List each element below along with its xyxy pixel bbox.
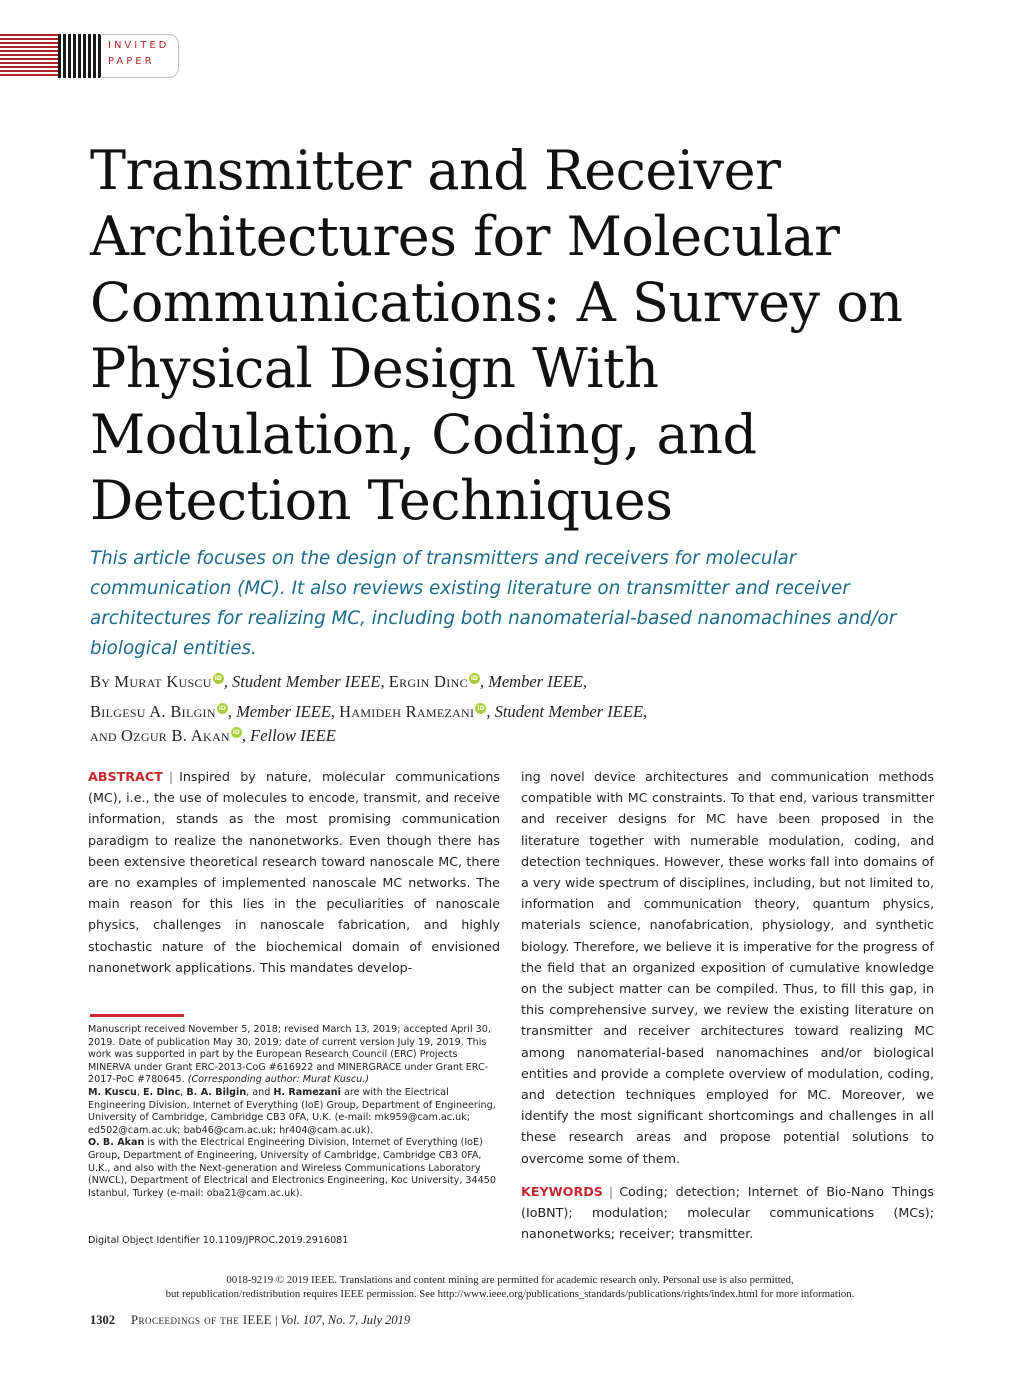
abstract-label: ABSTRACT xyxy=(88,769,163,784)
footer-separator: | xyxy=(275,1313,278,1327)
abstract-text-right: ing novel device architectures and communication methods compatible with MC constraints. To that end, various transmitter and receiver designs for MC have been proposed in the literature together with numerable modulation, coding, and detection techniques. However, these works fall into domains of a very wide spectrum of disciplines, including, but not limited to, information and communication theory, quantum physics, materials science, nanofabrication, physiology, and synthetic biology. Therefore, we believe it is imperative for the progress of the field that an organized exposition of cumulative knowledge on the subject matter can be compiled. Thus, to fill this gap, in this comprehensive survey, we review the existing literature on transmitter and receiver architectures toward realizing MC among nanomaterial-based nanomachines and/or biological entities and provide a complete overview of modulation, coding, and detection techniques employed for MC. Moreover, we identify the most significant shortcomings and challenges in all these research areas and propose potential solutions to overcome some of them. xyxy=(521,769,934,1166)
keywords-label: KEYWORDS xyxy=(521,1183,603,1199)
orcid-icon[interactable]: iD xyxy=(470,675,478,682)
author-role: , Fellow IEEE xyxy=(241,726,336,745)
keywords-text: Coding; detection; Internet of Bio-Nano Things (IoBNT); modulation; molecular communications (MCs); nanonetworks; receiver; transmitter. xyxy=(521,1183,934,1242)
header-bars xyxy=(58,34,102,78)
corresponding-author: (Corresponding author: Murat Kuscu.) xyxy=(187,1074,369,1086)
footnote-text: , and xyxy=(246,1086,274,1098)
abstract-separator: | xyxy=(168,769,174,784)
author-role: , Member IEEE xyxy=(227,702,331,721)
manuscript-footnote xyxy=(88,1024,500,1200)
footnote-text: , xyxy=(180,1086,187,1098)
author-role: , Member IEEE, xyxy=(479,672,588,691)
copyright-notice xyxy=(0,1273,1020,1301)
issue-info: Vol. 107, No. 7, July 2019 xyxy=(280,1313,411,1327)
copyright-line-1: 0018-9219 © 2019 IEEE. Translations and content mining are permitted for academic research only. Personal use is also permitted, xyxy=(226,1274,794,1286)
doi[interactable]: Digital Object Identifier 10.1109/JPROC.2019.2916081 xyxy=(88,1235,349,1246)
author-name[interactable]: Murat Kuscu xyxy=(114,672,212,691)
abstract-left-column xyxy=(88,766,500,978)
page-number: 1302 xyxy=(90,1313,115,1327)
and-label: and xyxy=(90,726,117,745)
badge-line2: PAPER xyxy=(108,56,155,67)
paper-title: Transmitter and Receiver Architectures for Molecular Communications: A Survey on Physical Design With Modulation, Coding, and Detection Techniques xyxy=(90,139,903,532)
author-name[interactable]: Hamideh Ramezani xyxy=(339,702,475,721)
abstract-right-column xyxy=(521,766,934,1244)
author-role: , Student Member IEEE xyxy=(223,672,381,691)
footnote-author: B. A. Bilgin xyxy=(186,1086,247,1098)
footnote-affiliation: is with the Electrical Engineering Division, Internet of Everything (IoE) Group, Department of Engineering, University of Cambridge, Cambridge CB3 0FA, U.K., and also with the Next-generation and Wireless Communications Laboratory (NWCL), Department of Electrical and Electronics Engineering, Koc University, 34450 Istanbul, Turkey (e-mail: oba21@cam.ac.uk). xyxy=(88,1137,496,1199)
orcid-icon[interactable]: iD xyxy=(232,729,240,736)
footnote-author: M. Kuscu xyxy=(88,1086,137,1098)
orcid-icon[interactable]: iD xyxy=(218,705,226,712)
orcid-icon[interactable]: iD xyxy=(477,705,485,712)
author-name[interactable]: Ergin Dinc xyxy=(388,672,468,691)
author-line-1: By Murat Kuscu iD , Student Member IEEE, Ergin Dinc iD , Member IEEE, xyxy=(90,672,588,691)
journal-name: Proceedings of the IEEE xyxy=(131,1313,272,1327)
footnote-author: H. Ramezani xyxy=(273,1086,341,1098)
author-name[interactable]: Bilgesu A. Bilgin xyxy=(90,702,216,721)
footnote-author: O. B. Akan xyxy=(88,1137,145,1149)
by-label: By xyxy=(90,672,111,691)
footnote-rule xyxy=(90,1014,184,1017)
author-role: , Student Member IEEE, xyxy=(486,702,648,721)
footnote-author: E. Dinc xyxy=(142,1086,181,1098)
page-footer xyxy=(90,1313,410,1328)
author-line-2: Bilgesu A. Bilgin iD , Member IEEE, Hamideh Ramezani iD , Student Member IEEE, xyxy=(90,702,648,721)
lead-summary: This article focuses on the design of transmitters and receivers for molecular communication (MC). It also reviews existing literature on transmitter and receiver architectures for realizing MC, including both nanomaterial-based nanomachines and/or biological entities. xyxy=(90,548,897,659)
invited-paper-badge xyxy=(0,34,180,78)
author-line-3 xyxy=(90,726,950,746)
author-name[interactable]: Ozgur B. Akan xyxy=(121,726,230,745)
copyright-line-2: but republication/redistribution requires IEEE permission. See http://www.ieee.org/publications_standards/publications/rights/index.html for more information. xyxy=(165,1288,855,1300)
footnote-affiliation: are with the Electrical Engineering Division, Internet of Everything (IoE) Group, Department of Engineering, University of Cambridge, Cambridge CB3 0FA, U.K. (e-mail: mk959@cam.ac.uk; ed502@cam.ac.uk; bab46@cam.ac.uk; hr404@cam.ac.uk). xyxy=(88,1086,496,1136)
abstract-text-left: Inspired by nature, molecular communications (MC), i.e., the use of molecules to encode, transmit, and receive information, stands as the most promising communication paradigm to realize the nanonetworks. Even though there has been extensive theoretical research toward nanoscale MC, there are no examples of implemented nanoscale MC networks. The main reason for this lies in the peculiarities of nanoscale physics, challenges in nanoscale fabrication, and highly stochastic nature of the biochemical domain of envisioned nanonetwork applications. This mandates develop- xyxy=(88,769,500,975)
orcid-icon[interactable]: iD xyxy=(214,675,222,682)
footnote-received: Manuscript received November 5, 2018; revised March 13, 2019; accepted April 30, 2019. Date of publication May 30, 2019; date of current version July 19, 2019. This work was supported in part by the European Research Council (ERC) Projects MINERVA under Grant ERC-2013-CoG #616922 and MINERGRACE under Grant ERC-2017-PoC #780645. xyxy=(88,1024,491,1086)
badge-line1: INVITED xyxy=(108,40,170,51)
footnote-text: , xyxy=(136,1086,143,1098)
keywords-separator: | xyxy=(608,1183,614,1199)
